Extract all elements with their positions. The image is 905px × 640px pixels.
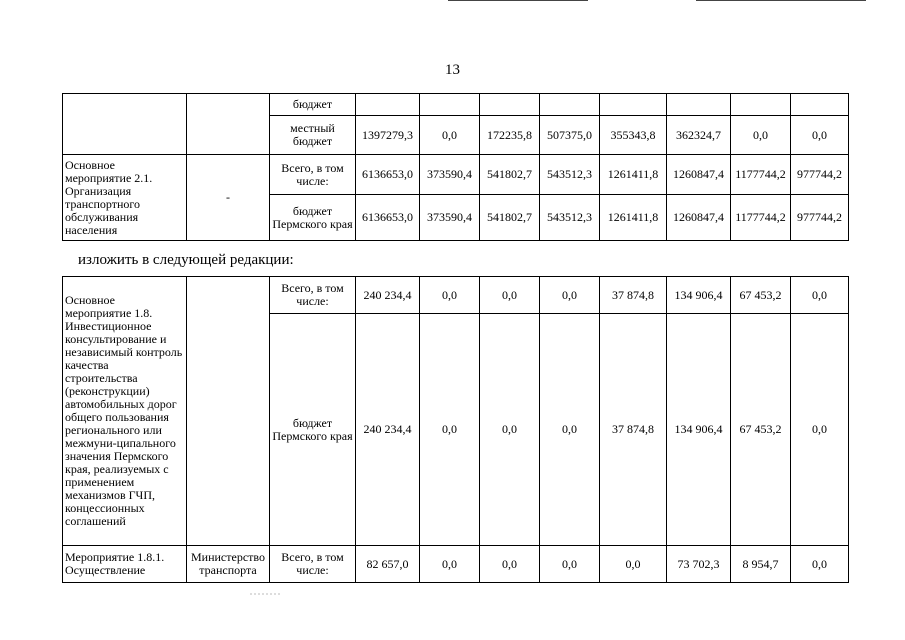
value-cell: 1261411,8	[600, 195, 667, 241]
value-cell: 1177744,2	[731, 195, 791, 241]
value-cell	[731, 94, 791, 116]
value-cell: 355343,8	[600, 116, 667, 155]
value-cell: 507375,0	[540, 116, 600, 155]
value-cell: 134 906,4	[667, 277, 731, 314]
value-cell: 1261411,8	[600, 155, 667, 195]
table-row	[63, 155, 849, 195]
value-cell: 0,0	[420, 546, 480, 583]
source-cell: бюджет	[270, 94, 356, 116]
value-cell	[420, 94, 480, 116]
value-cell: 373590,4	[420, 155, 480, 195]
scan-mark-icon	[250, 590, 280, 598]
source-cell: местный бюджет	[270, 116, 356, 155]
table-row	[63, 94, 849, 116]
executor-cell	[187, 94, 270, 155]
source-cell: бюджет Пермского края	[270, 195, 356, 241]
value-cell	[480, 94, 540, 116]
value-cell: 0,0	[480, 546, 540, 583]
value-cell: 543512,3	[540, 155, 600, 195]
value-cell: 67 453,2	[731, 277, 791, 314]
value-cell: 0,0	[420, 314, 480, 546]
value-cell: 0,0	[540, 546, 600, 583]
value-cell: 0,0	[791, 314, 849, 546]
source-cell: Всего, в том числе:	[270, 155, 356, 195]
value-cell: 82 657,0	[356, 546, 420, 583]
value-cell: 0,0	[731, 116, 791, 155]
sub-measure-name: Мероприятие 1.8.1. Осуществление	[63, 546, 187, 583]
value-cell: 0,0	[791, 116, 849, 155]
source-cell: Всего, в том числе:	[270, 546, 356, 583]
value-cell	[600, 94, 667, 116]
value-cell	[667, 94, 731, 116]
value-cell: 0,0	[480, 277, 540, 314]
value-cell: 6136653,0	[356, 155, 420, 195]
value-cell: 977744,2	[791, 155, 849, 195]
value-cell: 1260847,4	[667, 195, 731, 241]
value-cell: 172235,8	[480, 116, 540, 155]
value-cell: 240 234,4	[356, 277, 420, 314]
value-cell: 134 906,4	[667, 314, 731, 546]
value-cell: 37 874,8	[600, 277, 667, 314]
value-cell	[356, 94, 420, 116]
value-cell: 240 234,4	[356, 314, 420, 546]
value-cell	[791, 94, 849, 116]
measure-name: Основное мероприятие 2.1. Организация транспортного обслуживания населения	[63, 155, 187, 241]
value-cell: 0,0	[420, 277, 480, 314]
value-cell: 0,0	[480, 314, 540, 546]
executor-cell: Министерство транспорта	[187, 546, 270, 583]
measure-cell	[63, 94, 187, 155]
value-cell: 373590,4	[420, 195, 480, 241]
source-cell: бюджет Пермского края	[270, 314, 356, 546]
source-cell: Всего, в том числе:	[270, 277, 356, 314]
budget-table-old	[62, 93, 849, 241]
value-cell: 362324,7	[667, 116, 731, 155]
value-cell: 977744,2	[791, 195, 849, 241]
value-cell: 8 954,7	[731, 546, 791, 583]
value-cell: 0,0	[420, 116, 480, 155]
value-cell: 73 702,3	[667, 546, 731, 583]
value-cell: 541802,7	[480, 155, 540, 195]
table-row	[63, 546, 849, 583]
value-cell: 0,0	[540, 314, 600, 546]
value-cell: 67 453,2	[731, 314, 791, 546]
budget-table-new	[62, 276, 849, 583]
amendment-text: изложить в следующей редакции:	[78, 252, 294, 268]
executor-cell	[187, 277, 270, 546]
value-cell: 0,0	[791, 546, 849, 583]
value-cell: 6136653,0	[356, 195, 420, 241]
value-cell: 1397279,3	[356, 116, 420, 155]
value-cell: 1177744,2	[731, 155, 791, 195]
value-cell: 0,0	[540, 277, 600, 314]
table-row	[63, 277, 849, 314]
measure-name: Основное мероприятие 1.8. Инвестиционное консультирование и независимый контроль качества строительства (реконструкции) автомобильных дорог общего пользования регионального или межмуни-ципального значения Пермского края, реализуемых с применением механизмов ГЧП, концессионных соглашений	[63, 277, 187, 546]
top-rule-left	[448, 0, 588, 1]
value-cell: 0,0	[600, 546, 667, 583]
value-cell: 541802,7	[480, 195, 540, 241]
page-number: 13	[445, 62, 460, 78]
value-cell	[540, 94, 600, 116]
executor-cell: -	[187, 155, 270, 241]
top-rule-right	[696, 0, 866, 1]
value-cell: 543512,3	[540, 195, 600, 241]
value-cell: 1260847,4	[667, 155, 731, 195]
value-cell: 37 874,8	[600, 314, 667, 546]
value-cell: 0,0	[791, 277, 849, 314]
